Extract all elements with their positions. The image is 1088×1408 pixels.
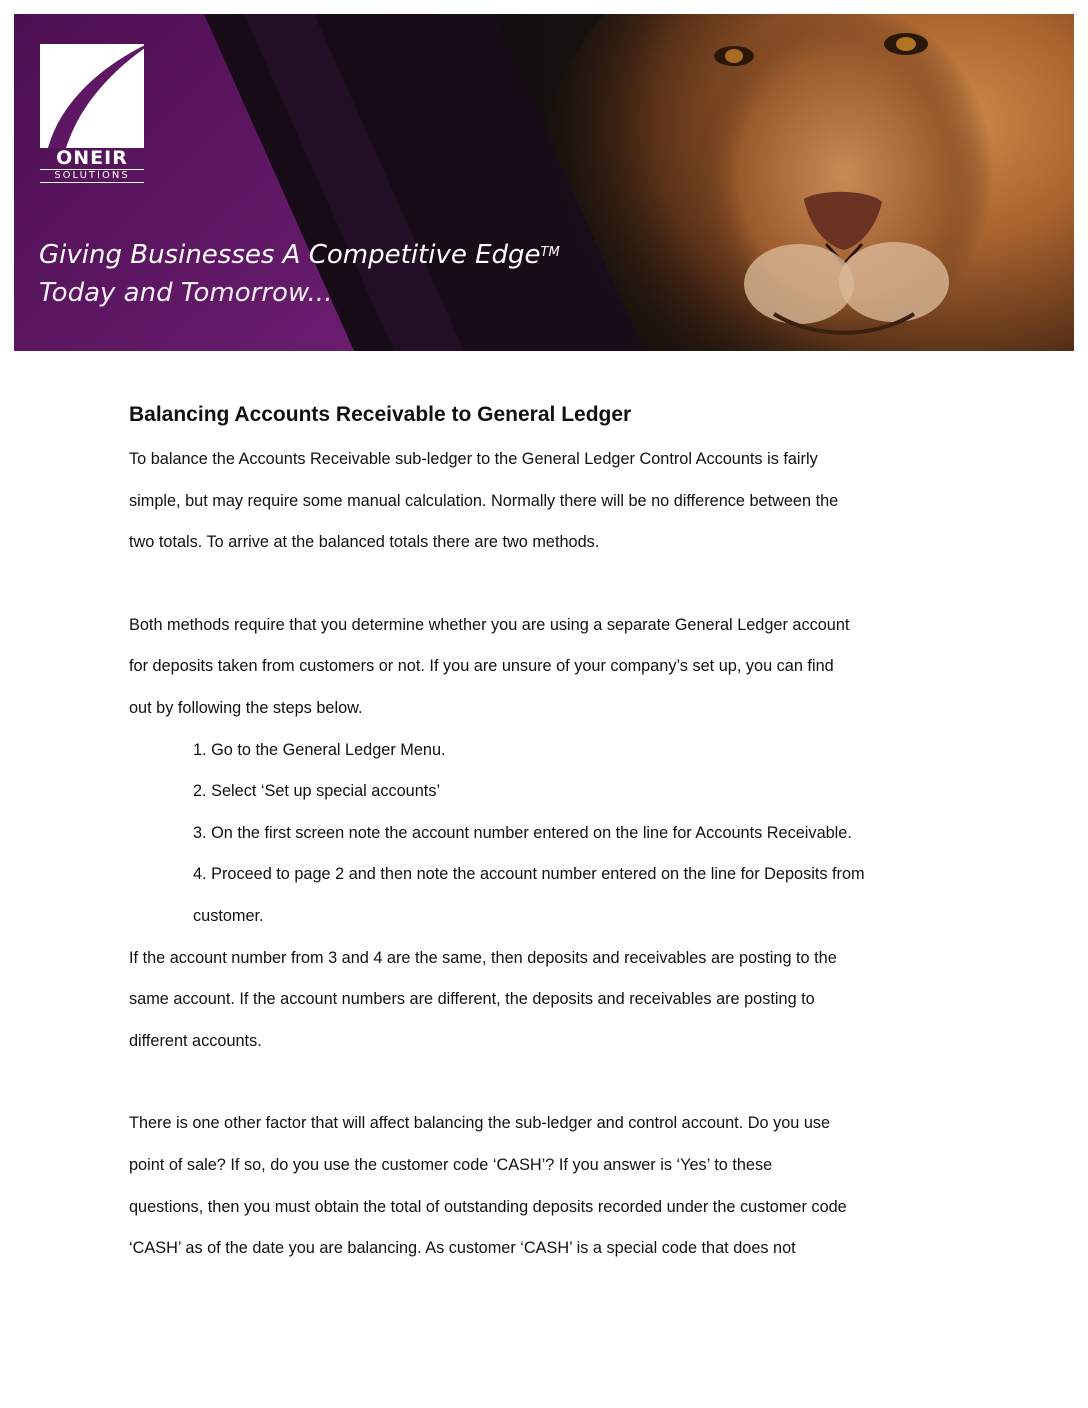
- list-item: customer.: [193, 906, 264, 925]
- result-paragraph: [129, 938, 949, 1063]
- paragraph-line: for deposits taken from customers or not. If you are unsure of your company’s set up, you can find: [129, 657, 834, 676]
- list-item: 3. On the first screen note the account number entered on the line for Accounts Receivable.: [193, 823, 852, 842]
- steps-list: [129, 730, 949, 938]
- paragraph-line: questions, then you must obtain the total of outstanding deposits recorded under the customer code: [129, 1197, 847, 1216]
- paragraph-line: Both methods require that you determine whether you are using a separate General Ledger account: [129, 615, 850, 634]
- tagline-sub: Today and Tomorrow...: [39, 278, 333, 308]
- intro-paragraph: [129, 439, 949, 564]
- logo-subtitle: SOLUTIONS: [40, 169, 144, 183]
- paragraph-line: ‘CASH’ as of the date you are balancing. As customer ‘CASH’ is a special code that does not: [129, 1239, 796, 1258]
- oneir-logo: [40, 44, 144, 184]
- list-item: 1. Go to the General Ledger Menu.: [193, 740, 446, 759]
- paragraph-line: different accounts.: [129, 1031, 262, 1050]
- list-item: 4. Proceed to page 2 and then note the account number entered on the line for Deposits from: [193, 865, 865, 884]
- paragraph-line: To balance the Accounts Receivable sub-ledger to the General Ledger Control Accounts is fairly: [129, 450, 818, 468]
- logo-swoosh-icon: [40, 44, 144, 148]
- paragraph-line: out by following the steps below.: [129, 698, 363, 717]
- logo-name: ONEIR: [56, 147, 128, 169]
- factor-paragraph: [129, 1103, 949, 1269]
- tagline-main: Giving Businesses A Competitive Edge: [39, 240, 541, 270]
- paragraph-line: same account. If the account numbers are different, the deposits and receivables are posting to: [129, 990, 815, 1009]
- paragraph-line: If the account number from 3 and 4 are the same, then deposits and receivables are posting to the: [129, 948, 837, 967]
- paragraph-line: point of sale? If so, do you use the customer code ‘CASH’? If you answer is ‘Yes’ to these: [129, 1155, 773, 1174]
- paragraph-line: There is one other factor that will affect balancing the sub-ledger and control account. Do you use: [129, 1114, 831, 1133]
- document-body: [129, 395, 949, 1270]
- paragraph-line: two totals. To arrive at the balanced totals there are two methods.: [129, 533, 600, 552]
- tagline: [39, 236, 560, 312]
- paragraph-line: simple, but may require some manual calculation. Normally there will be no difference between the: [129, 491, 839, 510]
- trademark-mark: TM: [540, 245, 560, 260]
- header-banner: [14, 14, 1074, 351]
- document-title: Balancing Accounts Receivable to General Ledger: [129, 403, 632, 426]
- methods-paragraph: [129, 605, 949, 730]
- list-item: 2. Select ‘Set up special accounts’: [193, 782, 441, 801]
